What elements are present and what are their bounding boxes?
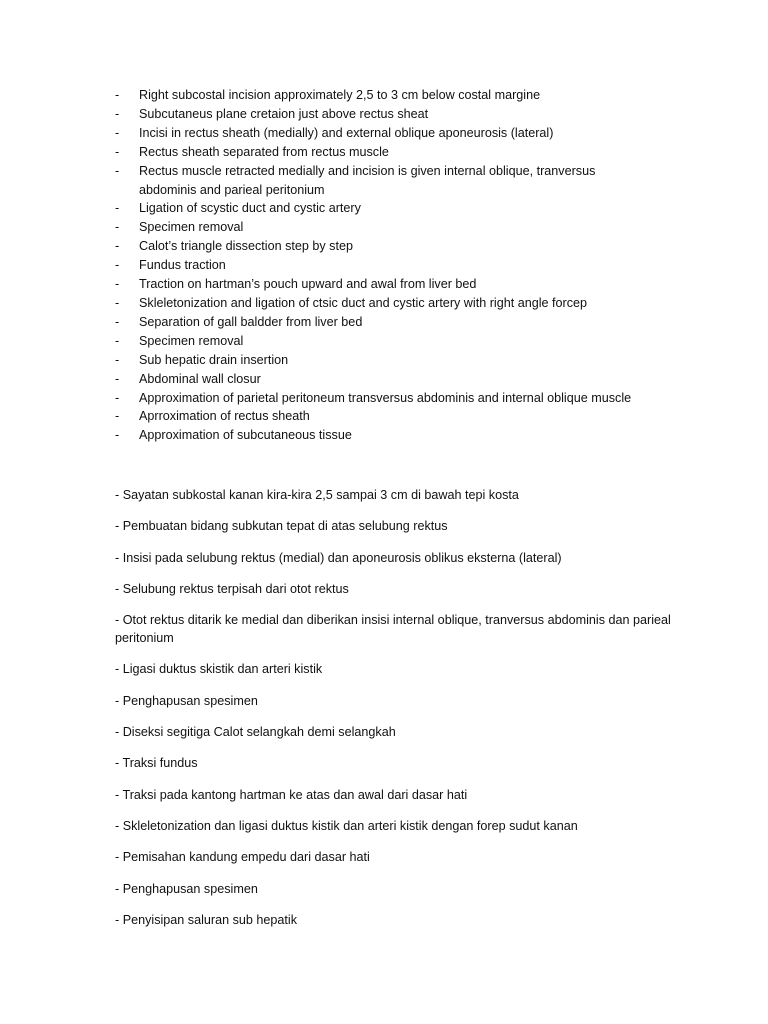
list-item <box>115 351 735 370</box>
paragraph: - Sayatan subkostal kanan kira-kira 2,5 sampai 3 cm di bawah tepi kosta <box>115 488 519 502</box>
list-dash: - <box>115 409 120 424</box>
list-item-text: Calot’s triangle dissection step by step <box>139 239 353 254</box>
list-dash: - <box>115 295 120 310</box>
paragraph: - Penghapusan spesimen <box>115 693 258 708</box>
list-item <box>115 407 735 426</box>
list-item <box>115 218 735 237</box>
list-item-text: Specimen removal <box>139 333 244 348</box>
list-item-text: Abdominal wall closur <box>139 371 261 386</box>
list-item-text: Skleletonization and ligation of ctsic duct and cystic artery with right angle forcep <box>139 295 588 310</box>
list-item <box>115 105 735 124</box>
english-steps-list <box>115 86 735 445</box>
paragraph: - Pemisahan kandung empedu dari dasar hati <box>115 850 370 865</box>
list-item-text: Subcutaneus plane cretaion just above rectus sheat <box>139 106 429 121</box>
list-item-text: Right subcostal incision approximately 2,5 to 3 cm below costal margine <box>139 88 541 102</box>
paragraph: - Diseksi segitiga Calot selangkah demi selangkah <box>115 725 396 740</box>
paragraph: - Pembuatan bidang subkutan tepat di atas selubung rektus <box>115 519 448 534</box>
list-dash: - <box>115 163 120 178</box>
list-dash: - <box>115 277 120 292</box>
paragraph: - Otot rektus ditarik ke medial dan diberikan insisi internal oblique, tranversus abdominis dan parieal peritonium <box>115 613 671 646</box>
indonesian-steps-list <box>115 486 675 942</box>
list-dash: - <box>115 314 120 329</box>
paragraph: - Selubung rektus terpisah dari otot rektus <box>115 581 349 596</box>
list-item <box>115 162 735 200</box>
list-item-text: Specimen removal <box>139 220 244 235</box>
list-item <box>115 237 735 256</box>
list-dash: - <box>115 333 120 348</box>
list-dash: - <box>115 88 120 102</box>
list-item <box>115 256 735 275</box>
list-item-text: Ligation of scystic duct and cystic artery <box>139 201 361 216</box>
list-item-text: Rectus sheath separated from rectus muscle <box>139 144 389 159</box>
paragraph: - Traksi pada kantong hartman ke atas dan awal dari dasar hati <box>115 787 468 802</box>
paragraph: - Insisi pada selubung rektus (medial) dan aponeurosis oblikus eksterna (lateral) <box>115 550 562 565</box>
list-dash: - <box>115 258 120 273</box>
list-item <box>115 199 735 218</box>
list-item <box>115 124 735 143</box>
list-dash: - <box>115 239 120 254</box>
paragraph: - Skleletonization dan ligasi duktus kistik dan arteri kistik dengan forep sudut kanan <box>115 818 578 833</box>
list-item <box>115 294 735 313</box>
list-item-text: Approximation of subcutaneous tissue <box>139 428 352 443</box>
list-dash: - <box>115 201 120 216</box>
list-item <box>115 86 735 105</box>
list-item <box>115 389 735 408</box>
list-item <box>115 426 735 445</box>
list-dash: - <box>115 352 120 367</box>
list-dash: - <box>115 220 120 235</box>
list-dash: - <box>115 144 120 159</box>
list-dash: - <box>115 390 120 405</box>
list-item-text: Rectus muscle retracted medially and incision is given internal oblique, tranversus abdominis and parieal peritonium <box>139 163 596 197</box>
list-item <box>115 275 735 294</box>
list-item <box>115 332 735 351</box>
list-item-text: Separation of gall baldder from liver bed <box>139 314 363 329</box>
list-dash: - <box>115 106 120 121</box>
list-dash: - <box>115 371 120 386</box>
list-item-text: Traction on hartman’s pouch upward and awal from liver bed <box>139 277 477 292</box>
list-item-text: Aprroximation of rectus sheath <box>139 409 310 424</box>
paragraph: - Ligasi duktus skistik dan arteri kistik <box>115 662 323 677</box>
list-item <box>115 313 735 332</box>
list-item-text: Incisi in rectus sheath (medially) and external oblique aponeurosis (lateral) <box>139 125 554 140</box>
paragraph: - Penyisipan saluran sub hepatik <box>115 912 298 927</box>
list-item <box>115 370 735 389</box>
paragraph: - Penghapusan spesimen <box>115 881 258 896</box>
list-item-text: Sub hepatic drain insertion <box>139 352 289 367</box>
list-dash: - <box>115 125 120 140</box>
list-dash: - <box>115 428 120 443</box>
paragraph: - Traksi fundus <box>115 756 198 771</box>
list-item <box>115 143 735 162</box>
list-item-text: Fundus traction <box>139 258 226 273</box>
list-item-text: Approximation of parietal peritoneum transversus abdominis and internal oblique muscle <box>139 390 632 405</box>
